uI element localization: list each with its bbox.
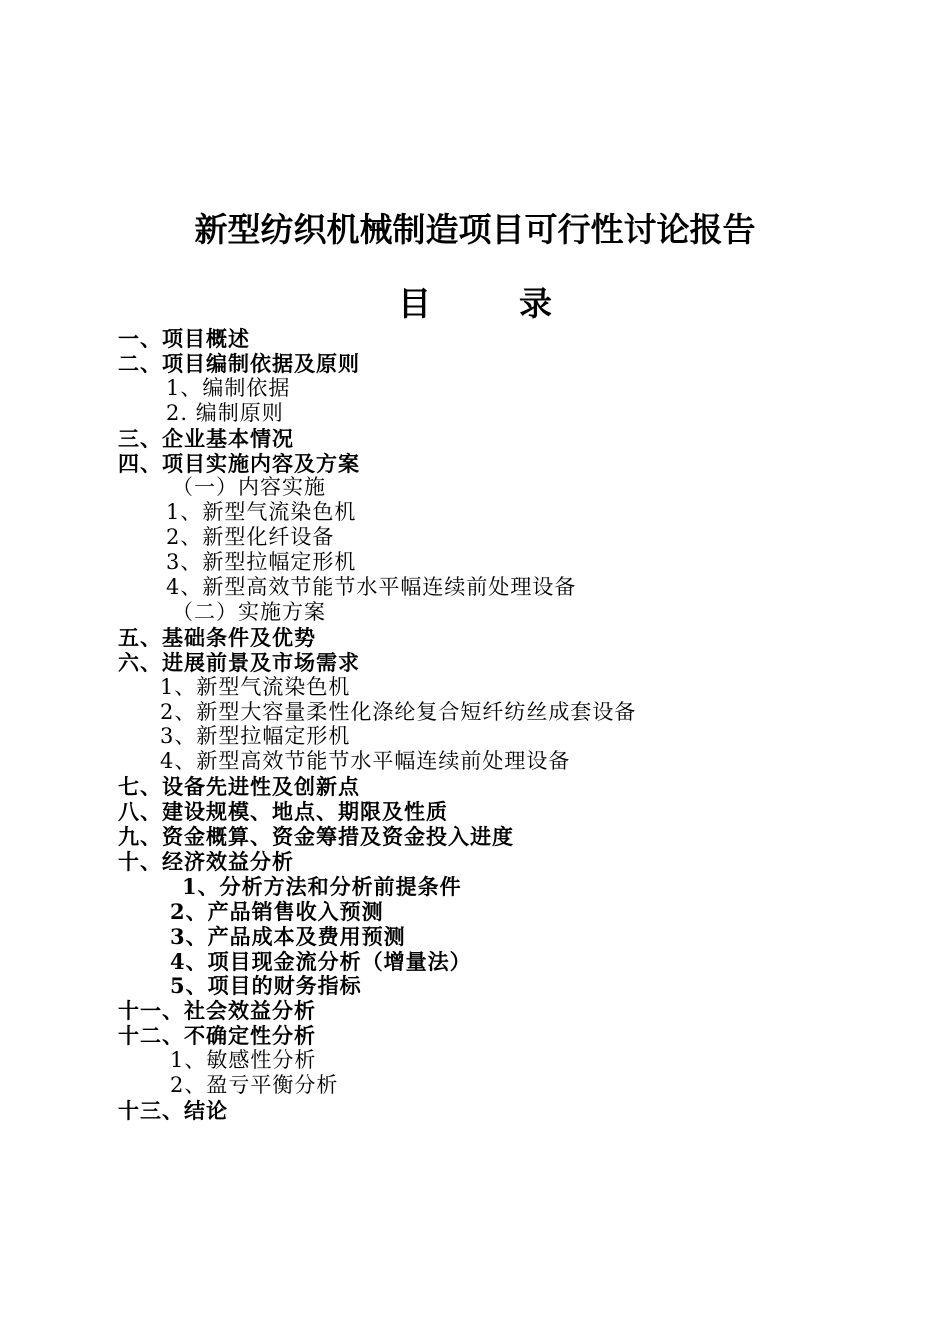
toc-item: 3、新型拉幅定形机: [166, 550, 357, 575]
toc-item: 十二、不确定性分析: [118, 1023, 316, 1049]
toc-item: 5、项目的财务指标: [170, 973, 362, 999]
toc-item: 3、产品成本及费用预测: [170, 923, 406, 949]
toc-item: 一、项目概述: [118, 326, 250, 351]
document-title: 新型纺织机械制造项目可行性讨论报告: [194, 210, 756, 249]
toc-item: 2、新型化纤设备: [166, 525, 335, 550]
toc-item: 八、建设规模、地点、期限及性质: [118, 799, 448, 825]
toc-item: 1、分析方法和分析前提条件: [182, 873, 462, 899]
toc-item: 2、盈亏平衡分析: [170, 1073, 339, 1097]
toc-item: 十一、社会效益分析: [118, 998, 316, 1024]
toc-item: 2、新型大容量柔性化涤纶复合短纤纺丝成套设备: [160, 699, 637, 724]
toc-item: 二、项目编制依据及原则: [118, 350, 360, 376]
toc-item: 1、新型气流染色机: [166, 500, 357, 525]
toc-item: 五、基础条件及优势: [118, 624, 316, 650]
toc-item: 十三、结论: [118, 1097, 228, 1123]
toc-item: 4、项目现金流分析（增量法）: [170, 948, 472, 974]
toc-heading-right: 录: [519, 284, 552, 323]
toc-heading: [0, 280, 950, 328]
toc-item: 三、企业基本情况: [118, 425, 294, 451]
toc-heading-left: 目: [398, 284, 431, 323]
toc-item: 2. 编制原则: [166, 400, 284, 425]
toc-item: 七、设备先进性及创新点: [118, 774, 360, 800]
toc-item: 四、项目实施内容及方案: [118, 450, 360, 476]
toc-item: 九、资金概算、资金筹措及资金投入进度: [118, 824, 514, 849]
toc-item: 1、编制依据: [166, 375, 291, 400]
toc-item: 六、进展前景及市场需求: [118, 649, 360, 675]
toc-item: 2、产品销售收入预测: [170, 898, 384, 924]
toc-item: 3、新型拉幅定形机: [160, 724, 351, 749]
toc-item: （一）内容实施: [172, 475, 326, 500]
toc-item: 十、经济效益分析: [118, 848, 294, 874]
toc-item: 4、新型高效节能节水平幅连续前处理设备: [166, 575, 577, 599]
toc-item: 1、新型气流染色机: [160, 674, 351, 699]
toc-item: 1、敏感性分析: [170, 1048, 317, 1073]
toc-item: （二）实施方案: [172, 599, 326, 624]
toc-item: 4、新型高效节能节水平幅连续前处理设备: [160, 749, 571, 774]
